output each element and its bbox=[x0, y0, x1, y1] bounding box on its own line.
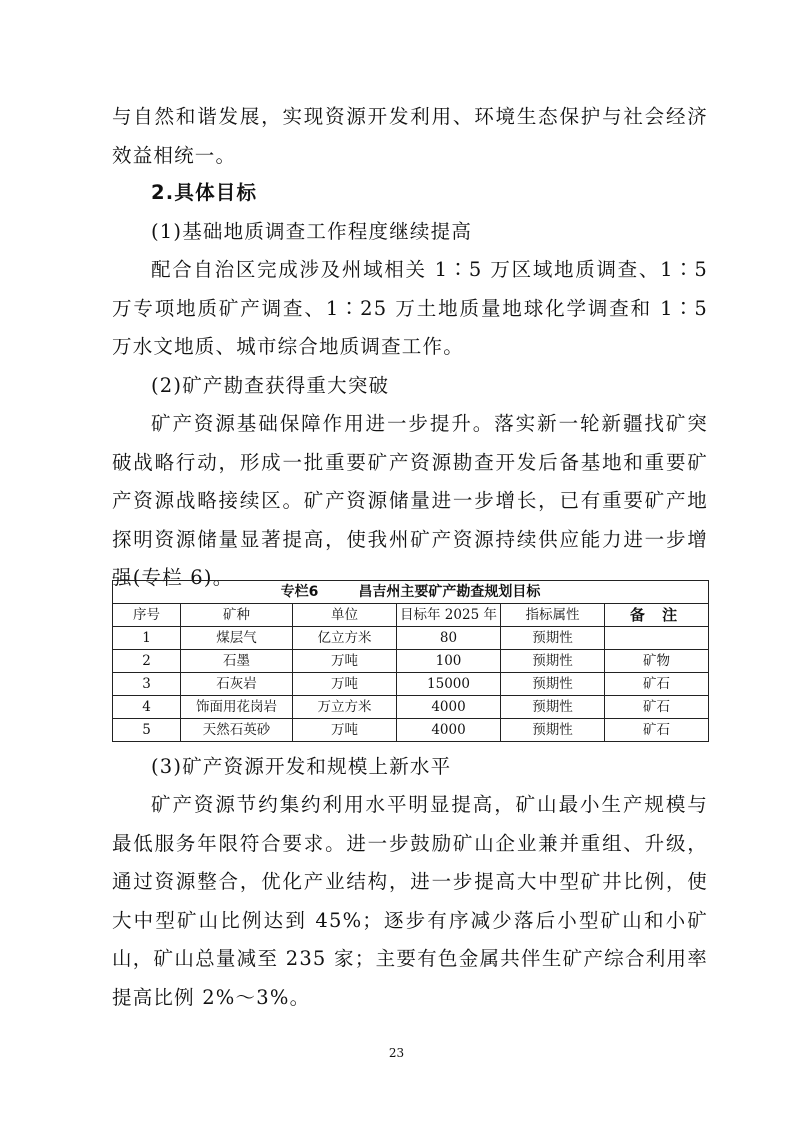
table-row bbox=[113, 696, 709, 719]
table-cell: 5 bbox=[113, 719, 181, 742]
table-cell: 4000 bbox=[397, 696, 501, 719]
table-row bbox=[113, 627, 709, 650]
table-cell: 100 bbox=[397, 650, 501, 673]
table-cell: 石灰岩 bbox=[181, 673, 293, 696]
table-cell: 预期性 bbox=[501, 650, 605, 673]
table-cell: 3 bbox=[113, 673, 181, 696]
table-cell: 预期性 bbox=[501, 673, 605, 696]
table-cell: 4000 bbox=[397, 719, 501, 742]
table-cell: 15000 bbox=[397, 673, 501, 696]
table-cell bbox=[605, 627, 709, 650]
table-cell: 矿物 bbox=[605, 650, 709, 673]
table-cell: 饰面用花岗岩 bbox=[181, 696, 293, 719]
table-cell: 2 bbox=[113, 650, 181, 673]
table-cell: 1 bbox=[113, 627, 181, 650]
table-header-mineral: 矿种 bbox=[181, 604, 293, 627]
table-cell: 万立方米 bbox=[293, 696, 397, 719]
table-cell: 矿石 bbox=[605, 696, 709, 719]
section-heading-specific-goals: 2.具体目标 bbox=[151, 181, 258, 204]
paragraph-continuation: 与自然和谐发展，实现资源开发利用、环境生态保护与社会经济效益相统一。 bbox=[112, 105, 708, 167]
table-cell: 石墨 bbox=[181, 650, 293, 673]
page-number: 23 bbox=[388, 1046, 405, 1060]
table-row bbox=[113, 650, 709, 673]
table-cell: 万吨 bbox=[293, 673, 397, 696]
table-cell: 万吨 bbox=[293, 719, 397, 742]
subheading-geological-survey: (1)基础地质调查工作程度继续提高 bbox=[151, 220, 473, 243]
table-header-remarks: 备 注 bbox=[605, 604, 709, 627]
table-header-index: 序号 bbox=[113, 604, 181, 627]
subheading-mineral-exploration: (2)矿产勘查获得重大突破 bbox=[151, 374, 390, 397]
table-cell: 亿立方米 bbox=[293, 627, 397, 650]
table-cell: 80 bbox=[397, 627, 501, 650]
table-cell: 矿石 bbox=[605, 719, 709, 742]
paragraph-geological-survey: 配合自治区完成涉及州域相关 1∶5 万区域地质调查、1∶5 万专项地质矿产调查、1∶25 万土地质量地球化学调查和 1∶5 万水文地质、城市综合地质调查工作。 bbox=[112, 258, 708, 358]
table-row bbox=[113, 673, 709, 696]
table-cell: 预期性 bbox=[501, 627, 605, 650]
table-cell: 预期性 bbox=[501, 719, 605, 742]
table-header-attribute: 指标属性 bbox=[501, 604, 605, 627]
table-title bbox=[113, 581, 709, 604]
table-row bbox=[113, 719, 709, 742]
subheading-mineral-development: (3)矿产资源开发和规模上新水平 bbox=[151, 755, 452, 778]
table-cell: 矿石 bbox=[605, 673, 709, 696]
table-header-unit: 单位 bbox=[293, 604, 397, 627]
paragraph-mineral-development: 矿产资源节约集约利用水平明显提高，矿山最小生产规模与最低服务年限符合要求。进一步鼓励矿山企业兼并重组、升级，通过资源整合，优化产业结构，进一步提高大中型矿井比例，使大中型矿山比例达到 45%；逐步有序减少落后小型矿山和小矿山，矿山总量减至 235 家；主要有色金属共伴生矿产综合利用率提高比例 2%～3%。 bbox=[112, 793, 708, 1009]
paragraph-mineral-exploration: 矿产资源基础保障作用进一步提升。落实新一轮新疆找矿突破战略行动，形成一批重要矿产资源勘查开发后备基地和重要矿产资源战略接续区。矿产资源储量进一步增长，已有重要矿产地探明资源储量显著提高，使我州矿产资源持续供应能力进一步增强(专栏 6)。 bbox=[112, 412, 708, 589]
table-cell: 4 bbox=[113, 696, 181, 719]
table-cell: 煤层气 bbox=[181, 627, 293, 650]
table-cell: 天然石英砂 bbox=[181, 719, 293, 742]
table-title-text: 昌吉州主要矿产勘查规划目标 bbox=[358, 583, 541, 600]
table-cell: 预期性 bbox=[501, 696, 605, 719]
table-header-target-2025: 目标年 2025 年 bbox=[397, 604, 501, 627]
table-column-label: 专栏6 bbox=[280, 583, 319, 600]
table-cell: 万吨 bbox=[293, 650, 397, 673]
planning-targets-table bbox=[112, 580, 708, 742]
